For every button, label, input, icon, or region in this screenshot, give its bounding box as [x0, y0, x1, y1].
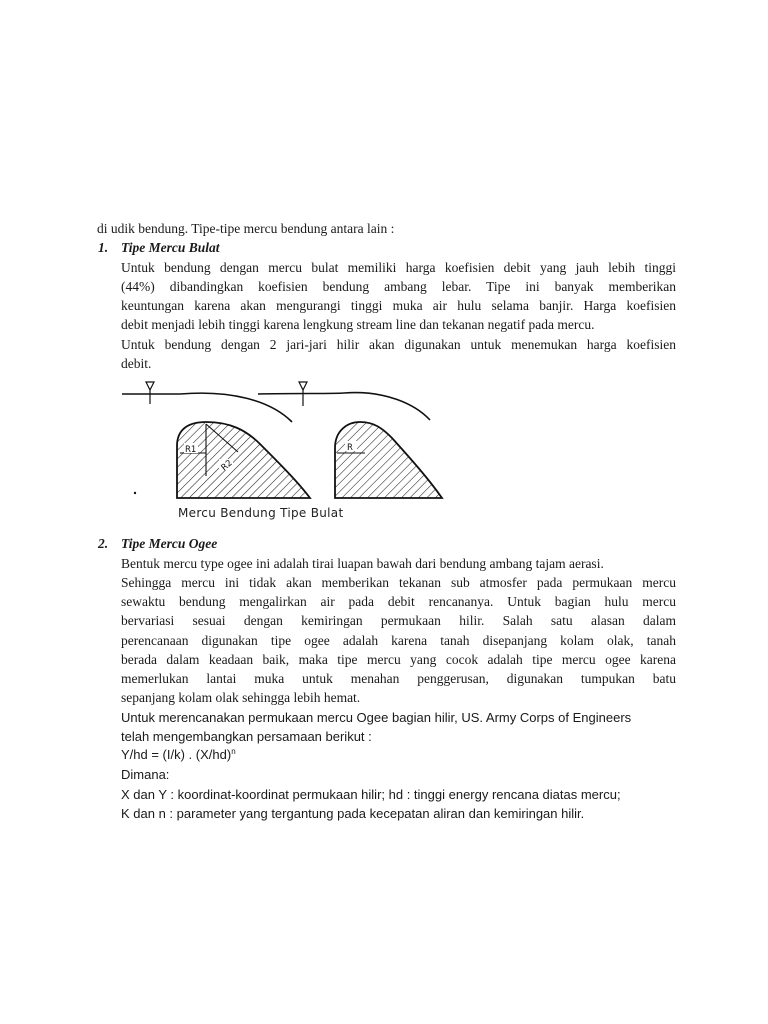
formula-exponent: n: [231, 747, 236, 756]
figure-caption: Mercu Bendung Tipe Bulat: [178, 506, 344, 520]
section1-number: 1.: [98, 240, 109, 255]
section1-line-4: debit menjadi lebih tinggi karena lengkung stream line dan tekanan negatif pada mercu.: [121, 317, 595, 332]
label-r: R: [347, 443, 353, 453]
definition-xy: X dan Y : koordinat-koordinat permukaan hilir; hd : tinggi energy rencana diatas mercu;: [121, 787, 621, 802]
label-r1: R1: [185, 445, 197, 455]
section2-title: Tipe Mercu Ogee: [121, 536, 218, 551]
formula: [121, 745, 236, 764]
section2-line-9: Untuk merencanakan permukaan mercu Ogee bagian hilir, US. Army Corps of Engineers: [121, 710, 632, 725]
section2-number: 2.: [98, 536, 109, 551]
section1-line-2: (44%) dibandingkan koefisien bendung ambang lebar. Tipe ini banyak memberikan: [121, 279, 676, 294]
water-level-icon: [299, 382, 307, 390]
section2-line-1: Bentuk mercu type ogee ini adalah tirai luapan bawah dari bendung ambang tajam aerasi.: [121, 556, 604, 571]
section1-line-6: debit.: [121, 356, 152, 371]
section2-line-7: memerlukan lantai muka untuk menahan penggerusan, digunakan tumpukan batu: [121, 671, 676, 686]
dimana-label: Dimana:: [121, 767, 170, 782]
definition-kn: K dan n : parameter yang tergantung pada kecepatan aliran dan kemiringan hilir.: [121, 806, 585, 821]
section2-line-8: sepanjang kolam olak sehingga lebih hemat.: [121, 690, 361, 705]
water-level-icon: [146, 382, 154, 390]
section2-line-3: sewaktu bendung mengalirkan air pada debit rencananya. Untuk bagian hulu mercu: [121, 594, 676, 609]
section1-line-1: Untuk bendung dengan mercu bulat memiliki harga koefisien debit yang jauh lebih tinggi: [121, 260, 676, 275]
section1-line-5: Untuk bendung dengan 2 jari-jari hilir akan digunakan untuk menemukan harga koefisien: [121, 337, 676, 352]
section2-line-6: berada dalam keadaan baik, maka tipe mercu yang cocok adalah tipe mercu ogee karena: [121, 652, 676, 667]
section2-line-4: bervariasi sesuai dengan kemiringan permukaan hilir. Salah satu alasan dalam: [121, 613, 676, 628]
intro-text: di udik bendung. Tipe-tipe mercu bendung antara lain :: [97, 221, 395, 236]
weir-two-radius: [122, 382, 310, 498]
mercu-bulat-figure: [120, 380, 450, 505]
section2-line-5: perencanaan digunakan tipe ogee adalah karena tanah disepanjang kolam olak, tanah: [121, 633, 676, 648]
section1-line-3: keuntungan karena akan mengurangi tinggi muka air hulu selama banjir. Harga koefisien: [121, 298, 676, 313]
section1-title: Tipe Mercu Bulat: [121, 240, 220, 255]
section2-line-10: telah mengembangkan persamaan berikut :: [121, 729, 372, 744]
section2-line-2: Sehingga mercu ini tidak akan memberikan tekanan sub atmosfer pada permukaan mercu: [121, 575, 676, 590]
formula-main: Y/hd = (I/k) . (X/hd): [121, 747, 232, 762]
label-r2: R2: [219, 458, 235, 474]
